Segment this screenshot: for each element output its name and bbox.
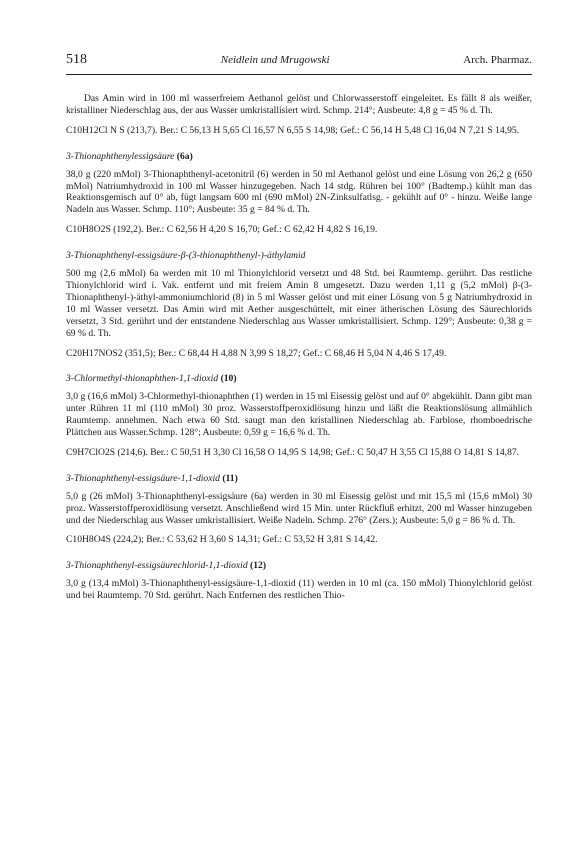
section-heading: 3-Thionaphthenyl-essigsäure-1,1-dioxid (66, 472, 220, 484)
section-title (66, 373, 532, 385)
section-heading: 3-Thionaphthenyl-essigsäure-β-(3-thionaphthenyl-)-äthylamid (66, 250, 306, 262)
section-title (66, 473, 532, 485)
section-paragraph: 500 mg (2,6 mMol) 6a werden mit 10 ml Thionylchlorid versetzt und 48 Std. bei Raumtemp. gerührt. Das restliche Thionylchlorid wird i. Vak. entfernt und mit freiem Amin 8 umgesetzt. Dazu werden 1,11 g (5,2 mMol) β-(3-Thionaphthenyl-)-äthyl-ammoniumchlorid (8) in 5 ml Wasser gelöst und mit einer Lösung von 5 g Natriumhydroxid in 10 ml Wasser versetzt. Das Amin wird mit Aether ausgeschüttelt, mit einer ätherischen Lösung des Säurechlorids versetzt, 3 Std. gerührt und der entstandene Niederschlag aus Wasser umkristallisiert. Schmp. 129°; Ausbeute: 0,38 g = 69 % d. Th. (66, 268, 532, 339)
section-title (66, 250, 532, 262)
section-11 (66, 473, 532, 547)
compound-label: (11) (222, 472, 238, 484)
section-paragraph: 38,0 g (220 mMol) 3-Thionaphthenyl-acetonitril (6) werden in 50 ml Aethanol gelöst und eine Lösung von 26,2 g (650 mMol) Natriumhydroxid in 100 ml Wasser hinzugegeben. Nach 14 stdg. Rühren bei 100° (Badtemp.) kühlt man das Reaktionsgemisch auf 0° ab, fügt langsam 600 ml (690 mMol) 2N-Zinksulfatlsg. - gekühlt auf 0° - hinzu. Weiße lange Nadeln aus Wasser. Schmp. 110°; Ausbeute: 35 g = 84 % d. Th. (66, 168, 532, 216)
running-authors: Neidlein und Mrugowski (220, 54, 330, 66)
section-6a (66, 151, 532, 236)
section-heading: 3-Thionaphthenyl-essigsäurechlorid-1,1-dioxid (66, 560, 248, 572)
intro-block (66, 93, 532, 137)
page-number: 518 (66, 52, 87, 67)
page-header (66, 52, 532, 75)
section-title (66, 151, 532, 163)
section-paragraph: 5,0 g (26 mMol) 3-Thionaphthenyl-essigsäure (6a) werden in 30 ml Eisessig gelöst und mit 15,5 ml (15,6 mMol) 30 proz. Wasserstoffperoxidlösung versetzt. Anschließend wird 15 Min. unter Rückfluß erhitzt, 200 ml Wasser hinzugeben und der Niederschlag aus Wasser umkristallisiert. Weiße Nadeln. Schmp. 276° (Zers.); Ausbeute: 5,0 g = 86 % d. Th. (66, 490, 532, 526)
elemental-analysis: C10H8O4S (224,2); Ber.: C 53,62 H 3,60 S 14,31; Gef.: C 53,52 H 3,81 S 14,42. (66, 534, 378, 546)
elemental-analysis: C9H7ClO2S (214,6). Ber.: C 50,51 H 3,30 Cl 16,58 O 14,95 S 14,98; Gef.: C 50,47 H 3,55 Cl 15,88 O 14,81 S 14,87. (66, 446, 520, 458)
elemental-analysis: C10H8O2S (192,2). Ber.: C 62,56 H 4,20 S 16,70; Gef.: C 62,42 H 4,82 S 16,19. (66, 224, 378, 236)
document-page (66, 52, 532, 602)
intro-analysis: C10H12Cl N S (213,7). Ber.: C 56,13 H 5,65 Cl 16,57 N 6,55 S 14,98; Gef.: C 56,14 H 5,48 Cl 16,04 N 7,21 S 14,95. (66, 124, 520, 136)
compound-label: (10) (220, 373, 237, 385)
section-heading: 3-Chlormethyl-thionaphthen-1,1-dioxid (66, 373, 219, 385)
section-heading: 3-Thionaphthenylessigsäure (66, 150, 175, 162)
journal-name: Arch. Pharmaz. (463, 54, 532, 66)
section-title (66, 560, 532, 572)
elemental-analysis: C20H17NOS2 (351,5); Ber.: C 68,44 H 4,88 N 3,99 S 18,27; Gef.: C 68,46 H 5,04 N 4,46 S 17,49. (66, 347, 447, 359)
section-paragraph: 3,0 g (16,6 mMol) 3-Chlormethyl-thionaphthen (1) werden in 15 ml Eisessig gelöst und auf 0° abgekühlt. Dann gibt man unter Rühren 11 ml (110 mMol) 30 proz. Wasserstoffperoxidlösung hinzu und läßt die Reaktionslösung allmählich Raumtemp. annehmen. Nach etwa 60 Std. saugt man den kristallinen Niederschlag ab. Farblose, rhomboedrische Plättchen aus Wasser.Schmp. 128°; Ausbeute: 0,59 g = 16,6 % d. Th. (66, 391, 532, 439)
compound-label: (6a) (176, 150, 193, 162)
page-body (66, 75, 532, 602)
intro-paragraph: Das Amin wird in 100 ml wasserfreiem Aethanol gelöst und Chlorwasserstoff eingeleitet. Es fällt 8 als weißer, kristalliner Niederschlag aus, der aus Wasser umkristallisiert wird. Schmp. 214°; Ausbeute: 4,8 g = 45 % d. Th. (66, 93, 532, 116)
section-paragraph: 3,0 g (13,4 mMol) 3-Thionaphthenyl-essigsäure-1,1-dioxid (11) werden in 10 ml (ca. 150 mMol) Thionylchlorid gelöst und bei Raumtemp. 70 Std. gerührt. Nach Entfernen des restlichen Thio- (66, 578, 532, 602)
section-10 (66, 373, 532, 458)
section-amide (66, 250, 532, 359)
compound-label: (12) (250, 560, 267, 572)
section-12 (66, 560, 532, 602)
